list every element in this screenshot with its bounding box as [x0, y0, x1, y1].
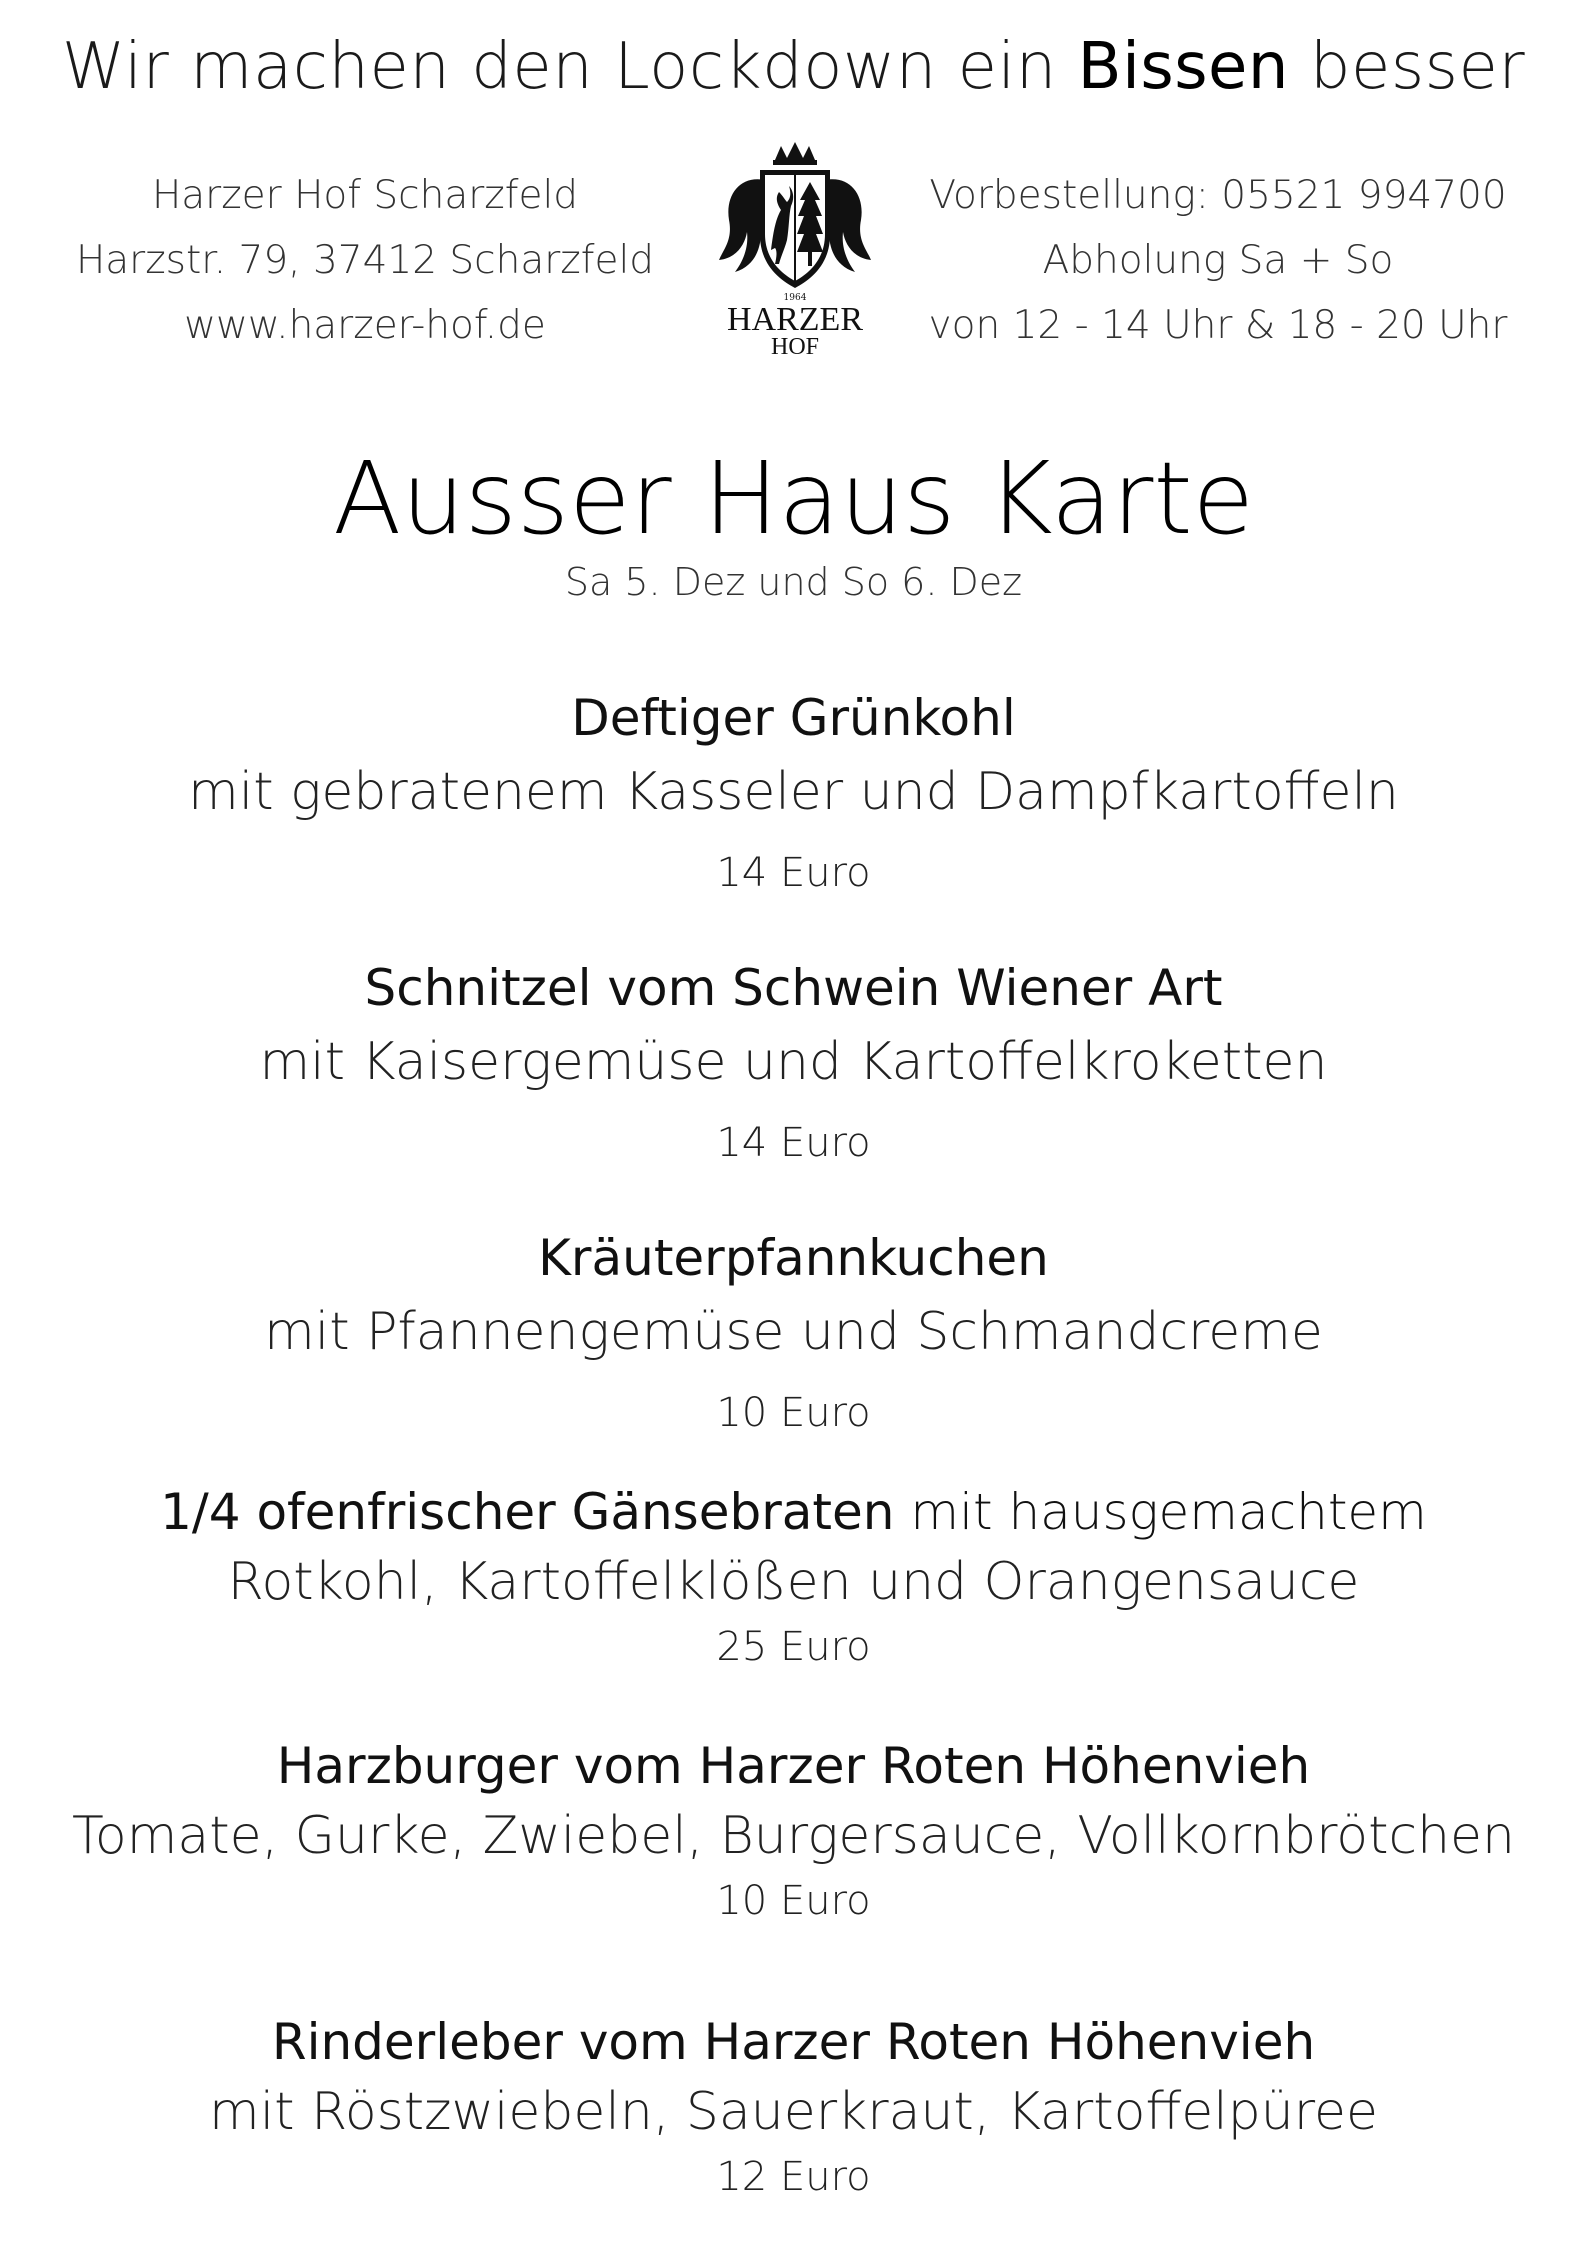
dish-name: Deftiger Grünkohl: [571, 689, 1016, 747]
dish-name: Harzburger vom Harzer Roten Höhenvieh: [276, 1737, 1311, 1795]
headline-part1: Wir machen den Lockdown ein: [61, 30, 1078, 104]
dish-description: Tomate, Gurke, Zwiebel, Burgersauce, Vollkornbrötchen: [71, 1806, 1516, 1866]
dish-name: Kräuterpfannkuchen: [538, 1229, 1049, 1287]
dish-rinderleber: [0, 2012, 1587, 2202]
dish-name: Schnitzel vom Schwein Wiener Art: [364, 959, 1223, 1017]
contact-left: [65, 163, 665, 358]
dish-description: mit gebratenem Kasseler und Dampfkartoffeln: [188, 762, 1399, 822]
dish-price: 12 Euro: [716, 2154, 871, 2200]
logo-year: 1964: [783, 293, 807, 303]
pickup-days: Abholung Sa + So: [1042, 238, 1394, 283]
contact-right: [918, 163, 1518, 358]
menu-title: Ausser Haus Karte: [332, 440, 1255, 557]
dish-kraeuterpfannkuchen: [0, 1228, 1587, 1438]
dish-name: 1/4 ofenfrischer Gänsebraten: [160, 1483, 895, 1541]
dish-name-suffix: mit hausgemachtem: [894, 1483, 1427, 1541]
pickup-hours: von 12 - 14 Uhr & 18 - 20 Uhr: [928, 303, 1508, 348]
logo-word-harzer: HARZER: [727, 301, 863, 338]
dish-name: Rinderleber vom Harzer Roten Höhenvieh: [271, 2013, 1316, 2071]
dish-price: 25 Euro: [716, 1624, 871, 1670]
dish-description: mit Pfannengemüse und Schmandcreme: [264, 1302, 1323, 1362]
restaurant-address: Harzstr. 79, 37412 Scharzfeld: [75, 238, 655, 283]
restaurant-website: www.harzer-hof.de: [184, 303, 546, 348]
dish-description: mit Kaisergemüse und Kartoffelkroketten: [259, 1032, 1328, 1092]
headline: [0, 30, 1587, 104]
dish-price: 14 Euro: [716, 1120, 871, 1166]
dish-harzburger: [0, 1736, 1587, 1926]
logo-word-hof: HOF: [770, 334, 820, 360]
preorder-phone: Vorbestellung: 05521 994700: [929, 173, 1507, 218]
dish-price: 14 Euro: [716, 850, 871, 896]
dish-price: 10 Euro: [716, 1390, 871, 1436]
restaurant-name: Harzer Hof Scharzfeld: [151, 173, 579, 218]
menu-subtitle: Sa 5. Dez und So 6. Dez: [564, 560, 1023, 604]
dish-price: 10 Euro: [716, 1878, 871, 1924]
harzer-hof-crest-icon: [715, 140, 875, 360]
headline-bold: Bissen: [1077, 30, 1289, 104]
headline-part2: besser: [1288, 30, 1526, 104]
dish-schnitzel: [0, 958, 1587, 1168]
dish-description: mit Röstzwiebeln, Sauerkraut, Kartoffelpüree: [209, 2082, 1378, 2142]
dish-name-line: [0, 1482, 1587, 1542]
dish-description: Rotkohl, Kartoffelklößen und Orangensauce: [227, 1552, 1360, 1612]
dish-gaensebraten: [0, 1482, 1587, 1672]
dish-gruenkohl: [0, 688, 1587, 898]
